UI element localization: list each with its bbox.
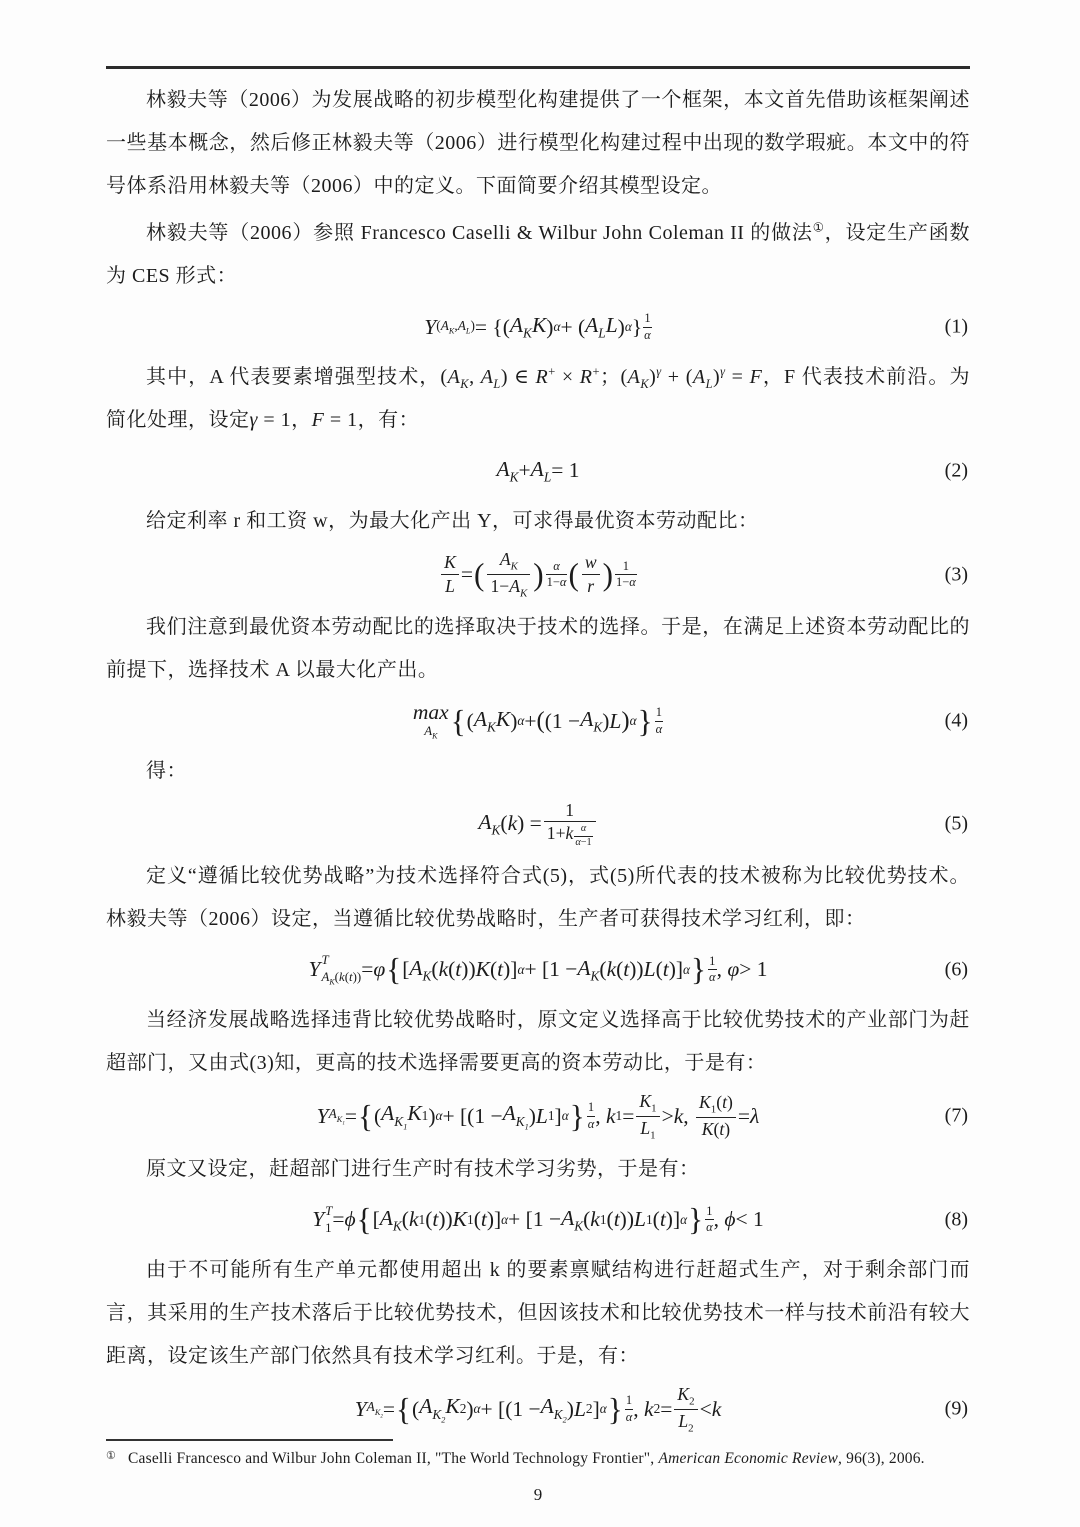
equation-4 [106,699,970,743]
footnote [106,1447,970,1471]
paragraph-ces-setup: 林毅夫等（2006）参照 Francesco Caselli & Wilbur John Coleman II 的做法①，设定生产函数为 CES 形式： [106,220,971,287]
equation-1 [106,305,970,349]
equation-4-body: max $A_K$ { ( $A_KK$ ) α + ( (1 − $A_K$ ) L ) α } 1 α [412,700,663,741]
equation-8-number: (8) [944,1208,968,1231]
equation-4-number: (4) [944,709,968,732]
paragraph-intro: 林毅夫等（2006）为发展战略的初步模型化构建提供了一个框架，本文首先借助该框架阐述一些基本概念，然后修正林毅夫等（2006）进行模型化构建过程中出现的数学瑕疵。本文中的符号体系沿用林毅夫等（2006）中的定义。下面简要介绍其模型设定。 [106,89,970,197]
equation-7-number: (7) [944,1104,968,1127]
paragraph-technology-frontier: 其中，A 代表要素增强型技术，($A_K$, $A_L$) ∈ R+ × R+；$(A_K)^\gamma + (A_L)^\gamma = F$，F 代表技术前沿。为简化处理，设定γ = 1，F = 1，有： [106,364,971,431]
header-rule [106,66,970,69]
equation-1-body: Y $(A_K,A_L)$ = {( $A_KK$ ) α + ( $A_LL$ ) α } 1 α [424,310,651,342]
equation-2 [106,449,970,493]
equation-3 [106,550,970,599]
equation-8-body: Y T 1 = ϕ { [ $A_K$ ( k 1 ( t )) K 1 ( t )] α + [1 − $A_K$ ( k 1 ( t )) L 1 ( t )] α } 1 α , ϕ < 1 [312,1202,764,1238]
paragraph-tech-choice: 我们注意到最优资本劳动配比的选择取决于技术的选择。于是，在满足上述资本劳动配比的前提下，选择技术 A 以最大化产出。 [106,616,970,682]
paragraph-comparative-advantage: 定义“遵循比较优势战略”为技术选择符合式(5)，式(5)所代表的技术被称为比较优势技术。林毅夫等（2006）设定，当遵循比较优势战略时，生产者可获得技术学习红利，即： [106,864,970,930]
paragraph-optimal-ratio: 给定利率 r 和工资 w，为最大化产出 Y，可求得最优资本劳动配比： [146,510,759,532]
equation-3-body: K L = ( $A_K$ $1-A_K$ ) α 1−α ( w r ) 1 1−α [439,548,637,600]
equation-2-body: $A_K$ + $A_L$ = 1 [496,456,580,485]
paragraph-remaining-sector: 由于不可能所有生产单元都使用超出 k 的要素禀赋结构进行赶超式生产，对于剩余部门而言，其采用的生产技术落后于比较优势技术，但因该技术和比较优势技术一样与技术前沿有较大距离，设定该生产部门依然具有技术学习红利。于是，有： [106,1258,970,1367]
equation-9-number: (9) [944,1397,968,1420]
equation-3-number: (3) [944,563,968,586]
equation-6-body: Y T $A_K(k(t))$ = φ { [ $A_K$ ( k ( t )) K ( t )] α + [1 − $A_K$ ( k ( t )) L ( t )] α } 1 α , φ > 1 [308,952,768,988]
paragraph-learning-disadvantage: 原文又设定，赶超部门进行生产时有技术学习劣势，于是有： [146,1157,700,1180]
equation-6-number: (6) [944,958,968,981]
equation-7 [106,1092,970,1141]
footnote-text: Caselli Francesco and Wilbur John Coleman II, "The World Technology Frontier", American Economic Review, 96(3), 2006. [128,1450,925,1467]
equation-1-number: (1) [944,315,968,338]
equation-5-number: (5) [944,812,968,835]
paragraph-catch-up-sector: 当经济发展战略选择违背比较优势战略时，原文定义选择高于比较优势技术的产业部门为赶超部门，又由式(3)知，更高的技术选择需要更高的资本劳动比，于是有： [106,1008,970,1074]
equation-8 [106,1198,970,1242]
equation-5-body: $A_K$ ( k ) = 1 1+k $\frac{\alpha}{\alpha-1}$ [478,799,597,850]
equation-2-number: (2) [944,459,968,482]
equation-6 [106,948,970,992]
page-number: 9 [533,1485,543,1505]
footnote-rule [106,1439,393,1441]
page-footer [106,1439,970,1511]
equation-9 [106,1385,970,1434]
footnote-marker: ① [106,1450,117,1462]
equation-5 [106,800,970,848]
equation-9-body: Y $A_{K_2}$ = { ( $A_{K_2}K$ 2 ) α + [(1 − $A_{K_2}$ ) L 2 ] α } 1 α , k 2 = $K_2$ $L_2$ < k [354,1384,722,1435]
equation-7-body: Y $A_{K_1}$ = { ( $A_{K_1}K$ 1 ) α + [(1 − $A_{K_1}$ ) L 1 ] α } 1 α , k 1 = $K_1$ $L_1$ > k , $K_1(t)$ K(t) = λ [316,1091,760,1142]
paragraph-result-label: 得： [146,760,187,783]
